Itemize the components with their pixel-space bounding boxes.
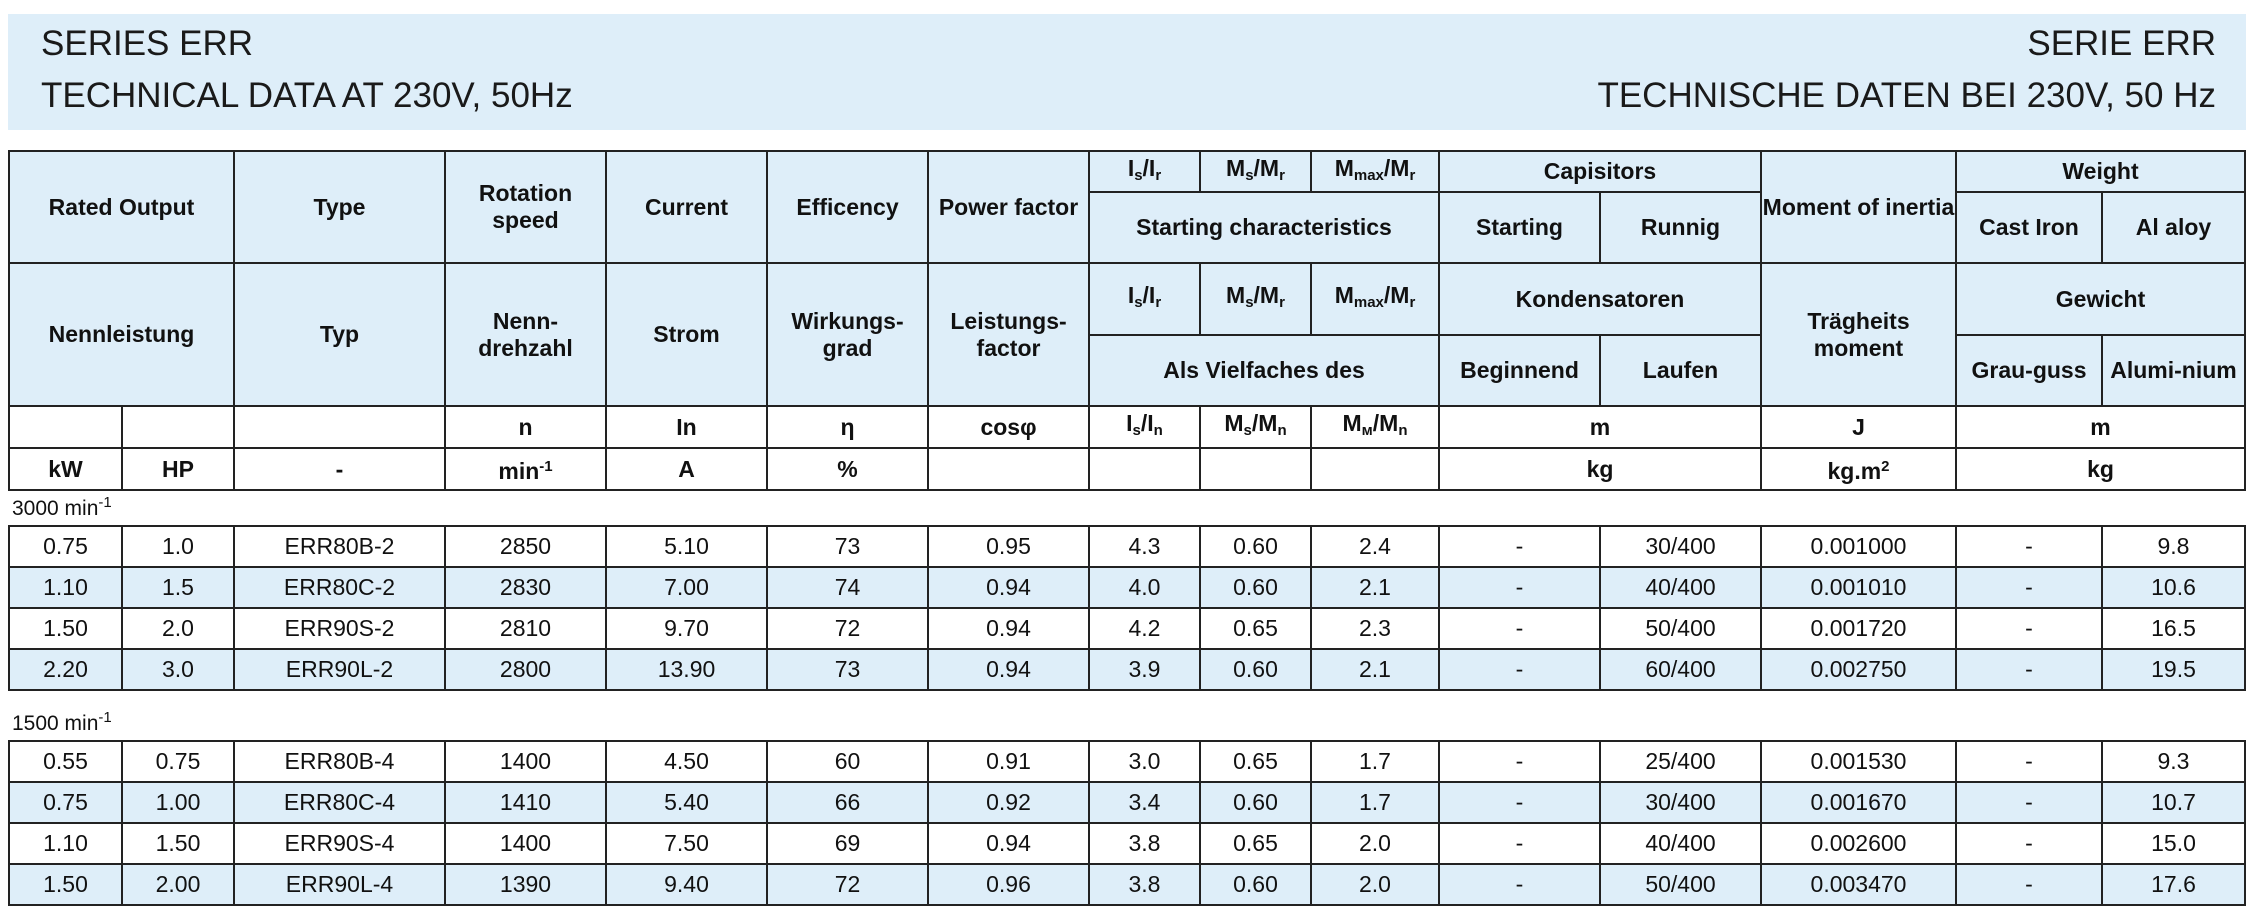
cell-current: 7.50 xyxy=(606,823,767,864)
symbol-is-in: $I_s/I_n$ xyxy=(1089,406,1200,448)
cell-weight-aluminium: 16.5 xyxy=(2102,608,2245,649)
cell-is-in: 3.0 xyxy=(1089,741,1200,782)
cell-weight-aluminium: 10.7 xyxy=(2102,782,2245,823)
table-row xyxy=(9,823,2245,864)
cell-is-in: 4.3 xyxy=(1089,526,1200,567)
cell-cap-starting: - xyxy=(1439,526,1600,567)
cell-weight-cast-iron: - xyxy=(1956,741,2102,782)
unit-kg-weight: kg xyxy=(1956,448,2245,490)
unit-a: A xyxy=(606,448,767,490)
unit-blank-cos xyxy=(928,448,1089,490)
header-rotation-speed: Rotation speed xyxy=(445,151,606,263)
cell-type: ERR80C-2 xyxy=(234,567,445,608)
cell-inertia: 0.001010 xyxy=(1761,567,1956,608)
cell-is-in: 4.2 xyxy=(1089,608,1200,649)
header-is-ir-de: $I_s/I_r$ xyxy=(1089,263,1200,335)
header-moment-of-inertia: Moment of inertia xyxy=(1761,151,1956,263)
table-row xyxy=(9,608,2245,649)
cell-weight-aluminium: 9.8 xyxy=(2102,526,2245,567)
cell-ms-mn: 0.65 xyxy=(1200,608,1311,649)
cell-type: ERR90S-2 xyxy=(234,608,445,649)
cell-efficiency: 73 xyxy=(767,649,928,690)
symbol-in: In xyxy=(606,406,767,448)
cell-ms-mn: 0.65 xyxy=(1200,823,1311,864)
cell-is-in: 4.0 xyxy=(1089,567,1200,608)
cell-speed: 2800 xyxy=(445,649,606,690)
cell-weight-aluminium: 19.5 xyxy=(2102,649,2245,690)
header-cap-running: Runnig xyxy=(1600,192,1761,263)
cell-current: 9.40 xyxy=(606,864,767,905)
cell-cap-starting: - xyxy=(1439,782,1600,823)
cell-ms-mn: 0.60 xyxy=(1200,526,1311,567)
header-laufen: Laufen xyxy=(1600,335,1761,406)
cell-is-in: 3.9 xyxy=(1089,649,1200,690)
cell-type: ERR80B-4 xyxy=(234,741,445,782)
cell-speed: 1400 xyxy=(445,741,606,782)
unit-hp: HP xyxy=(122,448,234,490)
symbol-blank-hp xyxy=(122,406,234,448)
cell-speed: 1400 xyxy=(445,823,606,864)
cell-power-factor: 0.92 xyxy=(928,782,1089,823)
spec-table-header xyxy=(8,150,2246,491)
cell-mmax-mn: 2.1 xyxy=(1311,567,1439,608)
cell-inertia: 0.002750 xyxy=(1761,649,1956,690)
cell-mmax-mn: 2.1 xyxy=(1311,649,1439,690)
header-mmax-mr-de: $M_{max}/M_r$ xyxy=(1311,263,1439,335)
cell-ms-mn: 0.60 xyxy=(1200,649,1311,690)
header-weight: Weight xyxy=(1956,151,2245,192)
header-nennleistung: Nennleistung xyxy=(9,263,234,406)
cell-weight-cast-iron: - xyxy=(1956,782,2102,823)
cell-current: 13.90 xyxy=(606,649,767,690)
cell-mmax-mn: 2.0 xyxy=(1311,864,1439,905)
title-banner xyxy=(8,14,2246,130)
symbol-blank-type xyxy=(234,406,445,448)
cell-power-factor: 0.94 xyxy=(928,567,1089,608)
header-power-factor: Power factor xyxy=(928,151,1089,263)
header-beginnend: Beginnend xyxy=(1439,335,1600,406)
unit-min: $\min^{-1}$ xyxy=(445,448,606,490)
header-capacitors: Capisitors xyxy=(1439,151,1761,192)
cell-mmax-mn: 2.0 xyxy=(1311,823,1439,864)
header-traegheitsmoment: Trägheits moment xyxy=(1761,263,1956,406)
cell-mmax-mn: 1.7 xyxy=(1311,782,1439,823)
cell-weight-cast-iron: - xyxy=(1956,526,2102,567)
data-table-1500 xyxy=(8,740,2246,906)
cell-power-factor: 0.95 xyxy=(928,526,1089,567)
symbol-m-capacitors: m xyxy=(1439,406,1761,448)
unit-type: - xyxy=(234,448,445,490)
cell-type: ERR90L-4 xyxy=(234,864,445,905)
cell-kw: 1.10 xyxy=(9,823,122,864)
header-ms-mr-de: $M_s/M_r$ xyxy=(1200,263,1311,335)
cell-current: 4.50 xyxy=(606,741,767,782)
header-rated-output: Rated Output xyxy=(9,151,234,263)
cell-cap-running: 30/400 xyxy=(1600,782,1761,823)
cell-cap-running: 50/400 xyxy=(1600,608,1761,649)
series-title-de: SERIE ERR xyxy=(2027,24,2216,63)
cell-inertia: 0.001530 xyxy=(1761,741,1956,782)
unit-percent: % xyxy=(767,448,928,490)
cell-mmax-mn: 1.7 xyxy=(1311,741,1439,782)
cell-hp: 1.5 xyxy=(122,567,234,608)
header-wirkungsgrad: Wirkungs-grad xyxy=(767,263,928,406)
cell-inertia: 0.001000 xyxy=(1761,526,1956,567)
header-is-ir: $I_s/I_r$ xyxy=(1089,151,1200,192)
unit-blank-ms xyxy=(1200,448,1311,490)
symbol-n: n xyxy=(445,406,606,448)
cell-ms-mn: 0.60 xyxy=(1200,864,1311,905)
cell-current: 5.10 xyxy=(606,526,767,567)
cell-cap-starting: - xyxy=(1439,741,1600,782)
unit-kw: kW xyxy=(9,448,122,490)
header-typ: Typ xyxy=(234,263,445,406)
cell-hp: 1.00 xyxy=(122,782,234,823)
cell-efficiency: 69 xyxy=(767,823,928,864)
unit-blank-mm xyxy=(1311,448,1439,490)
symbol-mm-mn: $M_м/M_n$ xyxy=(1311,406,1439,448)
cell-weight-cast-iron: - xyxy=(1956,567,2102,608)
section-label-1500: 1500 $\min^{-1}$ xyxy=(12,709,112,735)
table-row xyxy=(9,526,2245,567)
cell-speed: 2810 xyxy=(445,608,606,649)
technical-data-title-en: TECHNICAL DATA AT 230V, 50Hz xyxy=(41,76,573,115)
table-row xyxy=(9,864,2245,905)
cell-weight-aluminium: 9.3 xyxy=(2102,741,2245,782)
symbol-m-weight: m xyxy=(1956,406,2245,448)
header-leistungsfactor: Leistungs-factor xyxy=(928,263,1089,406)
data-table-3000 xyxy=(8,525,2246,691)
header-efficiency: Efficency xyxy=(767,151,928,263)
symbol-eta: η xyxy=(767,406,928,448)
cell-weight-aluminium: 17.6 xyxy=(2102,864,2245,905)
cell-power-factor: 0.91 xyxy=(928,741,1089,782)
cell-is-in: 3.4 xyxy=(1089,782,1200,823)
cell-hp: 1.0 xyxy=(122,526,234,567)
cell-hp: 2.00 xyxy=(122,864,234,905)
unit-blank-is xyxy=(1089,448,1200,490)
section-label-3000: 3000 $\min^{-1}$ xyxy=(12,494,112,520)
cell-current: 9.70 xyxy=(606,608,767,649)
cell-mmax-mn: 2.4 xyxy=(1311,526,1439,567)
cell-cap-running: 50/400 xyxy=(1600,864,1761,905)
cell-weight-aluminium: 10.6 xyxy=(2102,567,2245,608)
cell-efficiency: 73 xyxy=(767,526,928,567)
cell-inertia: 0.003470 xyxy=(1761,864,1956,905)
table-row xyxy=(9,567,2245,608)
cell-power-factor: 0.94 xyxy=(928,649,1089,690)
cell-kw: 0.55 xyxy=(9,741,122,782)
header-grauguss: Grau-guss xyxy=(1956,335,2102,406)
cell-hp: 0.75 xyxy=(122,741,234,782)
cell-kw: 0.75 xyxy=(9,526,122,567)
cell-hp: 3.0 xyxy=(122,649,234,690)
cell-power-factor: 0.94 xyxy=(928,608,1089,649)
header-ms-mr: $M_s/M_r$ xyxy=(1200,151,1311,192)
cell-efficiency: 66 xyxy=(767,782,928,823)
table-row xyxy=(9,741,2245,782)
cell-speed: 2830 xyxy=(445,567,606,608)
cell-speed: 1390 xyxy=(445,864,606,905)
cell-is-in: 3.8 xyxy=(1089,823,1200,864)
cell-speed: 1410 xyxy=(445,782,606,823)
header-mmax-mr: $M_{max}/M_r$ xyxy=(1311,151,1439,192)
header-cast-iron: Cast Iron xyxy=(1956,192,2102,263)
cell-is-in: 3.8 xyxy=(1089,864,1200,905)
header-al-alloy: Al aloy xyxy=(2102,192,2245,263)
cell-cap-starting: - xyxy=(1439,567,1600,608)
cell-power-factor: 0.94 xyxy=(928,823,1089,864)
header-strom: Strom xyxy=(606,263,767,406)
cell-cap-running: 25/400 xyxy=(1600,741,1761,782)
symbol-blank-kw xyxy=(9,406,122,448)
cell-hp: 1.50 xyxy=(122,823,234,864)
header-type: Type xyxy=(234,151,445,263)
cell-type: ERR80B-2 xyxy=(234,526,445,567)
cell-cap-starting: - xyxy=(1439,608,1600,649)
cell-cap-running: 60/400 xyxy=(1600,649,1761,690)
symbol-cos-phi: cosφ xyxy=(928,406,1089,448)
cell-mmax-mn: 2.3 xyxy=(1311,608,1439,649)
cell-cap-running: 40/400 xyxy=(1600,567,1761,608)
header-nenndrehzahl: Nenn-drehzahl xyxy=(445,263,606,406)
cell-speed: 2850 xyxy=(445,526,606,567)
header-cap-starting: Starting xyxy=(1439,192,1600,263)
cell-kw: 2.20 xyxy=(9,649,122,690)
cell-cap-running: 40/400 xyxy=(1600,823,1761,864)
cell-weight-cast-iron: - xyxy=(1956,649,2102,690)
cell-weight-cast-iron: - xyxy=(1956,608,2102,649)
cell-inertia: 0.002600 xyxy=(1761,823,1956,864)
symbol-j: J xyxy=(1761,406,1956,448)
symbol-ms-mn: $M_s/M_n$ xyxy=(1200,406,1311,448)
cell-efficiency: 72 xyxy=(767,608,928,649)
unit-kg-capacitors: kg xyxy=(1439,448,1761,490)
header-als-vielfaches: Als Vielfaches des xyxy=(1089,335,1439,406)
cell-ms-mn: 0.60 xyxy=(1200,567,1311,608)
cell-efficiency: 60 xyxy=(767,741,928,782)
cell-kw: 1.50 xyxy=(9,608,122,649)
cell-current: 5.40 xyxy=(606,782,767,823)
cell-inertia: 0.001720 xyxy=(1761,608,1956,649)
table-row xyxy=(9,649,2245,690)
cell-type: ERR90L-2 xyxy=(234,649,445,690)
cell-power-factor: 0.96 xyxy=(928,864,1089,905)
unit-kgm2: $kg.m^2$ xyxy=(1761,448,1956,490)
cell-efficiency: 74 xyxy=(767,567,928,608)
cell-kw: 1.50 xyxy=(9,864,122,905)
cell-ms-mn: 0.65 xyxy=(1200,741,1311,782)
cell-kw: 1.10 xyxy=(9,567,122,608)
cell-weight-aluminium: 15.0 xyxy=(2102,823,2245,864)
cell-hp: 2.0 xyxy=(122,608,234,649)
cell-weight-cast-iron: - xyxy=(1956,823,2102,864)
cell-cap-running: 30/400 xyxy=(1600,526,1761,567)
technical-data-title-de: TECHNISCHE DATEN BEI 230V, 50 Hz xyxy=(1597,76,2216,115)
table-row xyxy=(9,782,2245,823)
cell-cap-starting: - xyxy=(1439,649,1600,690)
cell-type: ERR90S-4 xyxy=(234,823,445,864)
cell-cap-starting: - xyxy=(1439,823,1600,864)
header-aluminium: Alumi-nium xyxy=(2102,335,2245,406)
series-title-en: SERIES ERR xyxy=(41,24,253,63)
header-gewicht: Gewicht xyxy=(1956,263,2245,335)
cell-current: 7.00 xyxy=(606,567,767,608)
header-starting-characteristics: Starting characteristics xyxy=(1089,192,1439,263)
cell-cap-starting: - xyxy=(1439,864,1600,905)
cell-ms-mn: 0.60 xyxy=(1200,782,1311,823)
cell-weight-cast-iron: - xyxy=(1956,864,2102,905)
cell-inertia: 0.001670 xyxy=(1761,782,1956,823)
header-kondensatoren: Kondensatoren xyxy=(1439,263,1761,335)
cell-kw: 0.75 xyxy=(9,782,122,823)
cell-efficiency: 72 xyxy=(767,864,928,905)
cell-type: ERR80C-4 xyxy=(234,782,445,823)
header-current: Current xyxy=(606,151,767,263)
